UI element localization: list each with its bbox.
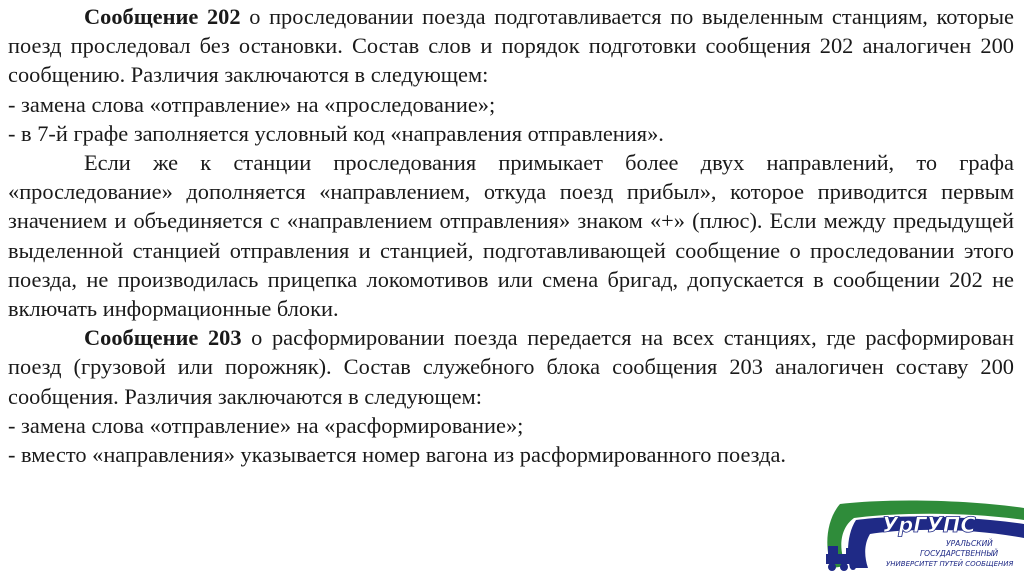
paragraph-message-202: [8, 2, 1014, 90]
heading-message-203: Сообщение 203: [84, 325, 242, 351]
logo-line1: УРАЛЬСКИЙ: [946, 539, 993, 548]
logo-line2: ГОСУДАРСТВЕННЫЙ: [920, 549, 999, 558]
heading-message-202: Сообщение 202: [84, 4, 241, 29]
list-item: - в 7-й графе заполняется условный код «направления отправления».: [8, 120, 664, 146]
paragraph-text: о расформировании поезда передается на всех станциях, где расформирован поезд (грузовой или порожняк). Состав служебного блока сообщения 203 аналогичен составу 200 сообщения. Различия заключаются в следующем:: [8, 325, 1014, 409]
paragraph-directions: Если же к станции проследования примыкает более двух направлений, то графа «проследование» дополняется «направлением, откуда поезд прибыл», которое приводится первым значением и объединяется с «направлением отправления» знаком «+» (плюс). Если между предыдущей выделенной станцией отправления и станцией, подготавливающей сообщение о проследовании этого поезда, не производилась прицепка локомотивов или смена бригад, допускается в сообщении 202 не включать информационные блоки.: [8, 150, 1014, 322]
logo-line3: УНИВЕРСИТЕТ ПУТЕЙ СООБЩЕНИЯ: [886, 560, 1014, 568]
usurt-logo: [820, 498, 1024, 574]
list-item: - вместо «направления» указывается номер вагона из расформированного поезда.: [8, 442, 787, 468]
logo-abbreviation: УрГУПС: [882, 513, 976, 537]
body-text: [8, 2, 1014, 469]
paragraph-text: о проследовании поезда подготавливается по выделенным станциям, которые поезд проследовал без остановки. Состав слов и порядок подготовки сообщения 202 аналогичен 200 сообщению. Различия заключаются в следующем:: [8, 4, 1014, 88]
paragraph-message-203: [8, 323, 1014, 411]
list-item: - замена слова «отправление» на «расформирование»;: [8, 412, 524, 438]
list-item: - замена слова «отправление» на «проследование»;: [8, 91, 496, 117]
